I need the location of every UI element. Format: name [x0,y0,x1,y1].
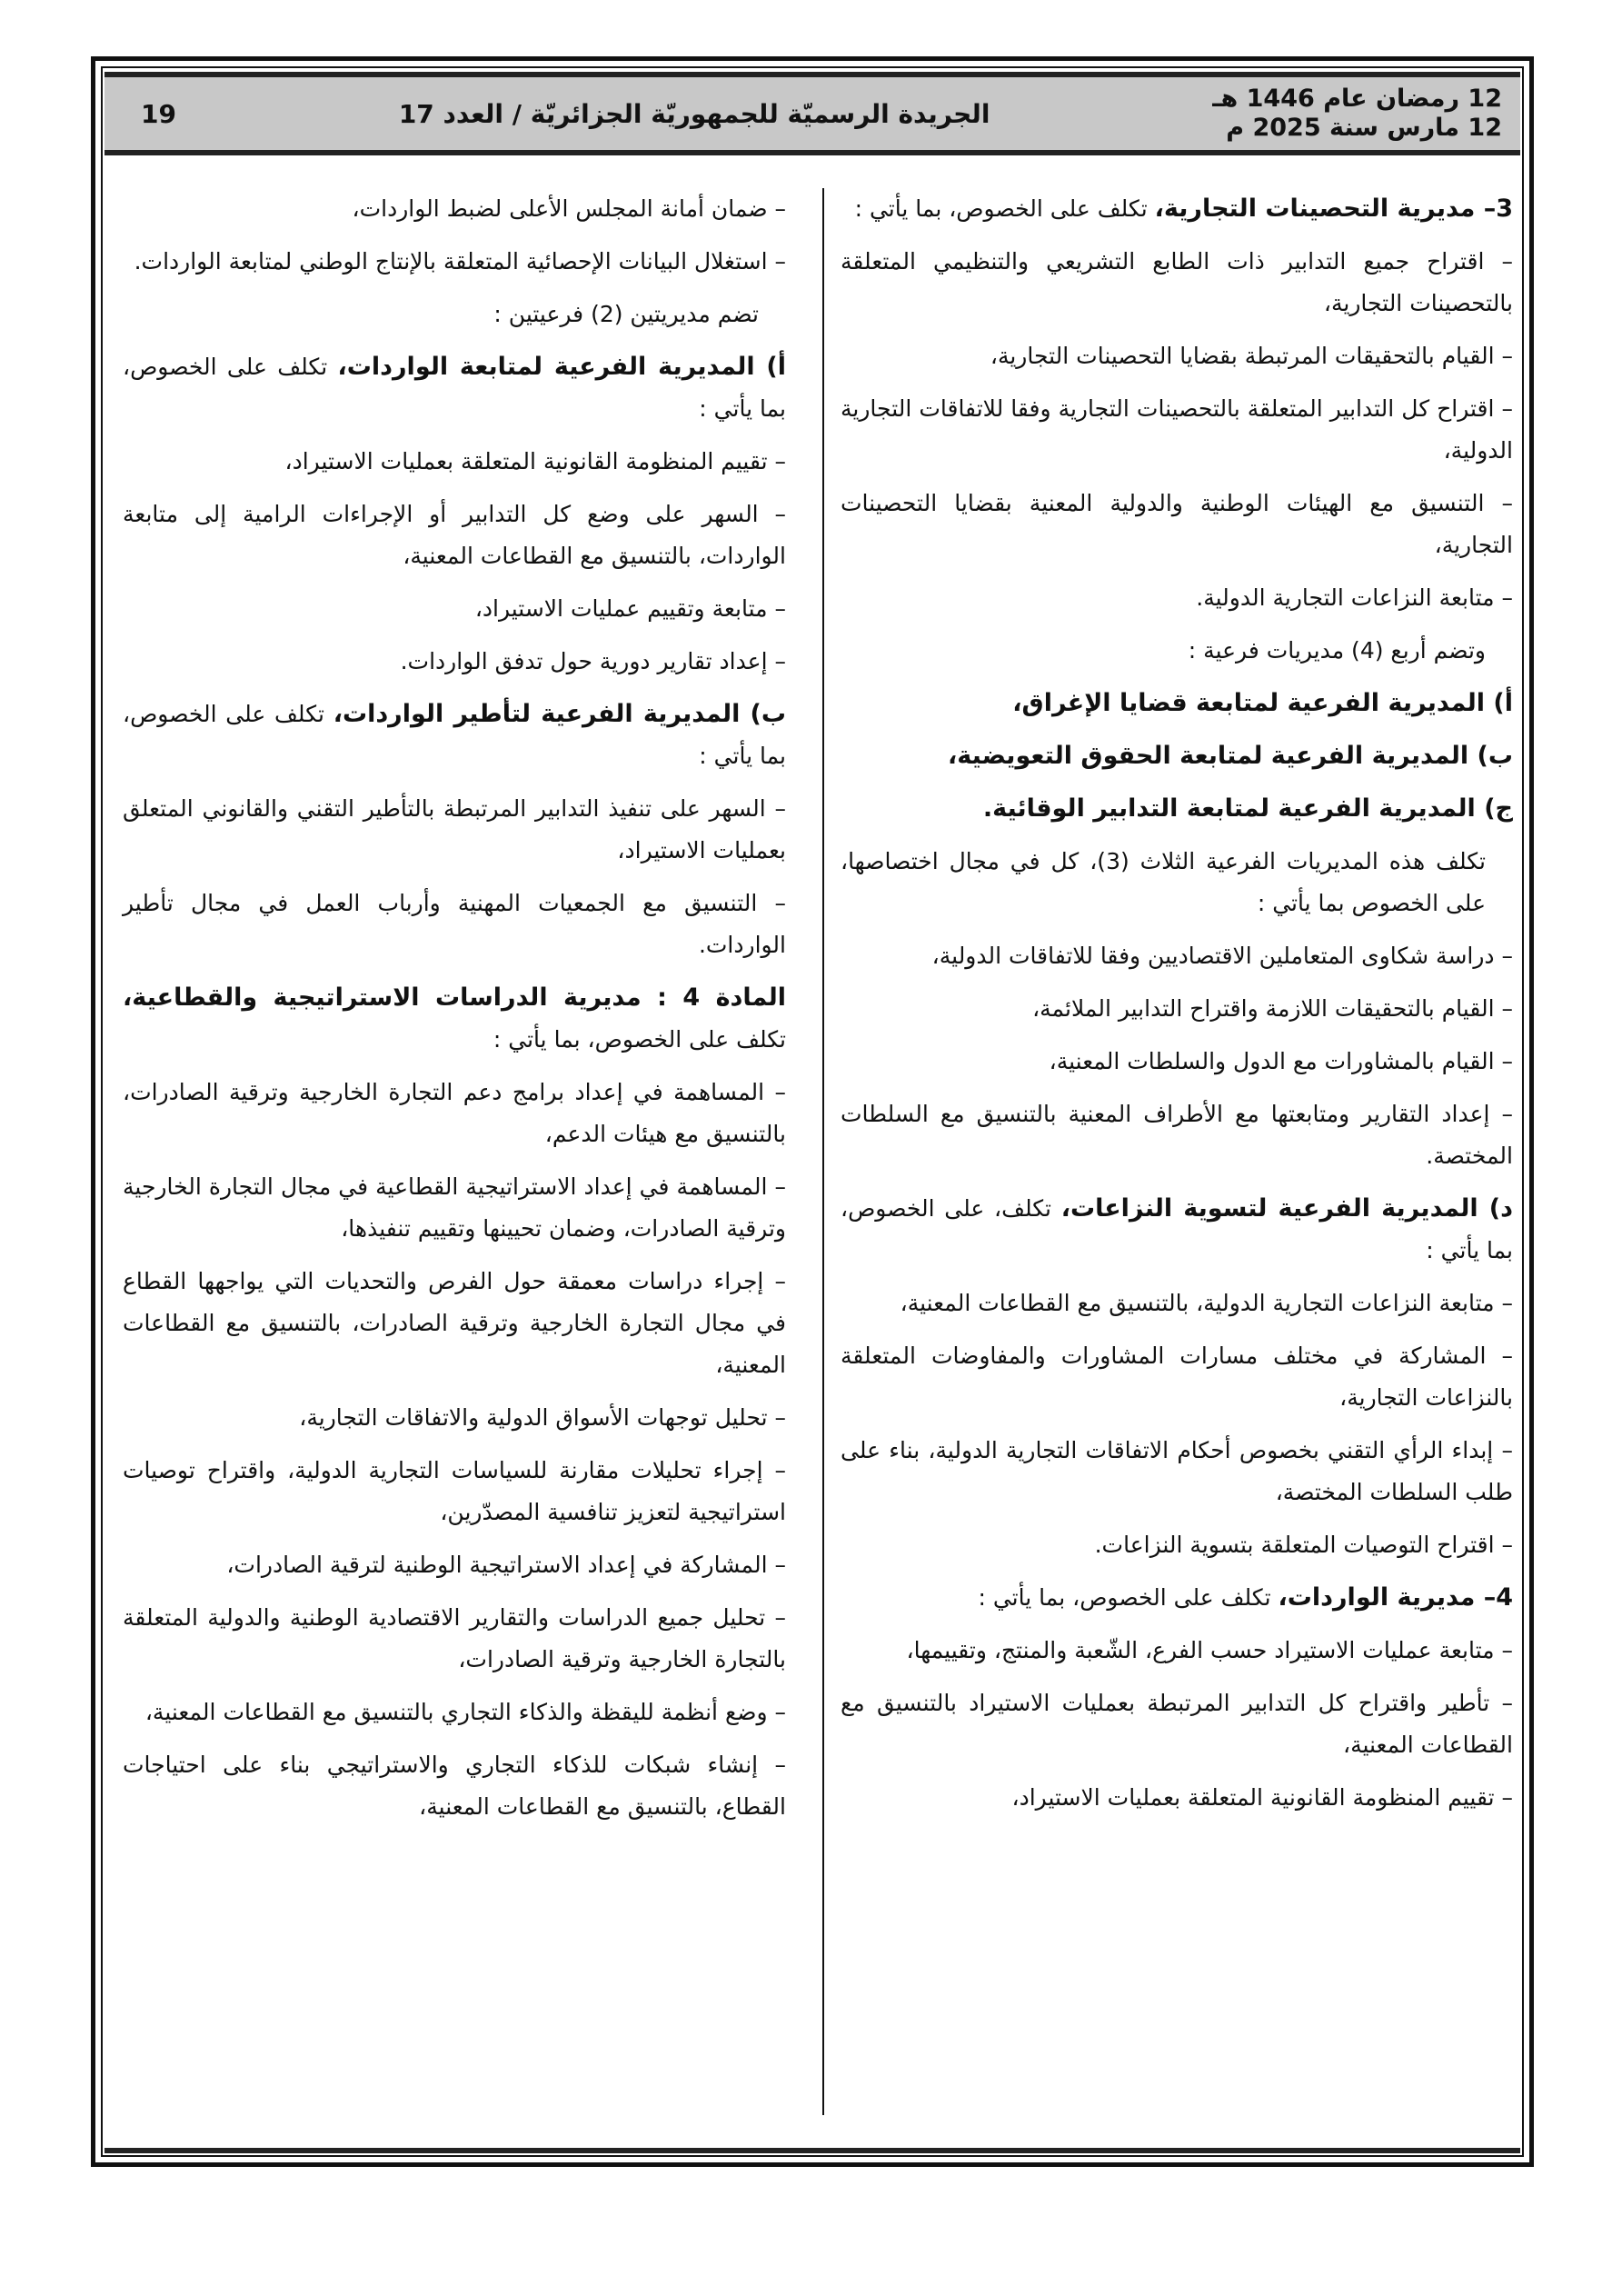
paragraph-text: – دراسة شكاوى المتعاملين الاقتصاديين وفقا للاتفاقات الدولية، [931,943,1513,969]
paragraph [841,1283,1513,1324]
paragraph-text: – إبداء الرأي التقني بخصوص أحكام الاتفاقات التجارية الدولية، بناء على طلب السلطات المختصة، [841,1437,1513,1505]
paragraph [123,241,786,283]
paragraph [841,1630,1513,1672]
paragraph [123,1072,786,1155]
paragraph-text: – التنسيق مع الهيئات الوطنية والدولية المعنية بقضايا التحصينات التجارية، [841,490,1513,558]
paragraph-text: – تقييم المنظومة القانونية المتعلقة بعمليات الاستيراد، [284,448,786,474]
paragraph-text: – متابعة وتقييم عمليات الاستيراد، [474,595,786,622]
paragraph [841,577,1513,619]
paragraph [841,483,1513,566]
hijri-date: 12 رمضان عام 1446 هـ [1212,85,1502,113]
gregorian-date: 12 مارس سنة 2025 م [1226,114,1502,142]
paragraph [123,1397,786,1439]
paragraph-text: – متابعة النزاعات التجارية الدولية، بالتنسيق مع القطاعات المعنية، [900,1290,1513,1316]
paragraph [841,735,1513,777]
paragraph [841,788,1513,830]
paragraph [123,1166,786,1250]
paragraph [123,494,786,577]
paragraph [841,1682,1513,1766]
paragraph-text: – المساهمة في إعداد الاستراتيجية القطاعية في مجال التجارة الخارجية وترقية الصادرات، وضمان تحيينها وتقييم تنفيذها، [123,1173,786,1242]
paragraph [841,1524,1513,1566]
paragraph-text: – وضع أنظمة لليقظة والذكاء التجاري بالتنسيق مع القطاعات المعنية، [144,1699,786,1725]
paragraph-text: – ضمان أمانة المجلس الأعلى لضبط الواردات، [352,195,786,222]
paragraph [123,1692,786,1733]
paragraph [841,935,1513,977]
paragraph-text: – القيام بالمشاورات مع الدول والسلطات المعنية، [1049,1048,1513,1074]
paragraph-text: – المساهمة في إعداد برامج دعم التجارة الخارجية وترقية الصادرات، بالتنسيق مع هيئات الدعم، [123,1079,786,1147]
paragraph-heading: المادة 4 : مديرية الدراسات الاستراتيجية والقطاعية، [123,983,787,1012]
paragraph-heading: 3– مديرية التحصينات التجارية، [1154,195,1513,223]
bottom-rule [104,2148,1520,2153]
paragraph-text: – القيام بالتحقيقات المرتبطة بقضايا التحصينات التجارية، [990,343,1513,369]
paragraph [123,977,786,1061]
paragraph-text: – اقتراح كل التدابير المتعلقة بالتحصينات التجارية وفقا للاتفاقات التجارية الدولية، [841,395,1513,464]
paragraph-text: – تحليل جميع الدراسات والتقارير الاقتصادية الوطنية والدولية المتعلقة بالتجارة الخارجية وترقية الصادرات، [123,1604,786,1672]
paragraph-text: – السهر على وضع كل التدابير أو الإجراءات الرامية إلى متابعة الواردات، بالتنسيق مع القطاعات المعنية، [123,501,786,569]
paragraph-text: تكلف على الخصوص، بما يأتي : [978,1584,1279,1611]
paragraph [841,1335,1513,1419]
paragraph [123,1744,786,1828]
page-frame [91,56,1534,2167]
header-dates [1212,85,1502,143]
paragraph-text: تكلف هذه المديريات الفرعية الثلاث (3)، كل في مجال اختصاصها، على الخصوص بما يأتي : [841,848,1486,916]
left-column [123,188,786,1839]
paragraph-text: – تحليل توجهات الأسواق الدولية والاتفاقات التجارية، [299,1404,786,1431]
paragraph [123,1450,786,1533]
paragraph-heading: ب) المديرية الفرعية لتأطير الواردات، [333,700,786,728]
page-number: 19 [141,98,176,129]
paragraph [123,1544,786,1586]
paragraph-text: – اقتراح جميع التدابير ذات الطابع التشريعي والتنظيمي المتعلقة بالتحصينات التجارية، [841,248,1513,316]
paragraph-heading: د) المديرية الفرعية لتسوية النزاعات، [1060,1194,1513,1223]
paragraph-text: – المشاركة في إعداد الاستراتيجية الوطنية لترقية الصادرات، [226,1552,786,1578]
paragraph-text: تكلف على الخصوص، بما يأتي : [493,1026,786,1053]
right-column [841,188,1513,1830]
column-divider [822,188,824,2115]
paragraph [841,388,1513,472]
paragraph [841,683,1513,724]
paragraph [123,294,786,335]
paragraph-text: تضم مديريتين (2) فرعيتين : [493,301,759,327]
paragraph-text: – إجراء دراسات معمقة حول الفرص والتحديات التي يواجهها القطاع في مجال التجارة الخارجية وترقية الصادرات، بالتنسيق مع القطاعات المعنية، [123,1268,786,1378]
paragraph [123,788,786,872]
paragraph [841,630,1513,672]
paragraph-text: – تأطير واقتراح كل التدابير المرتبطة بعمليات الاستيراد بالتنسيق مع القطاعات المعنية، [841,1690,1513,1758]
paragraph-heading: أ) المديرية الفرعية لمتابعة الواردات، [337,353,786,381]
paragraph-text: – التنسيق مع الجمعيات المهنية وأرباب العمل في مجال تأطير الواردات. [123,890,786,958]
paragraph [123,1261,786,1386]
paragraph [841,1041,1513,1083]
paragraph [123,641,786,683]
paragraph [123,694,786,777]
paragraph [123,441,786,483]
paragraph [123,883,786,966]
paragraph [123,188,786,230]
paragraph-heading: ب) المديرية الفرعية لمتابعة الحقوق التعويضية، [948,742,1513,770]
paragraph [841,1093,1513,1177]
paragraph-heading: ج) المديرية الفرعية لمتابعة التدابير الوقائية. [982,794,1513,823]
paragraph-text: – إعداد التقارير ومتابعتها مع الأطراف المعنية بالتنسيق مع السلطات المختصة. [841,1101,1513,1169]
paragraph [841,1430,1513,1513]
paragraph [123,588,786,630]
paragraph-text: – اقتراح التوصيات المتعلقة بتسوية النزاعات. [1094,1532,1513,1558]
paragraph-text: تكلف، على الخصوص، بما يأتي : [841,1195,1513,1263]
paragraph-text: – متابعة النزاعات التجارية الدولية. [1196,584,1513,611]
paragraph [841,1777,1513,1819]
gazette-header [104,72,1520,155]
paragraph [841,988,1513,1030]
paragraph [123,346,786,430]
paragraph-text: – إنشاء شبكات للذكاء التجاري والاستراتيجي بناء على احتياجات القطاع، بالتنسيق مع القطاعات المعنية، [123,1752,786,1820]
paragraph-text: – إجراء تحليلات مقارنة للسياسات التجارية الدولية، واقتراح توصيات استراتيجية لتعزيز تنافسية المصدّرين، [123,1457,786,1525]
paragraph-heading: أ) المديرية الفرعية لمتابعة قضايا الإغراق، [1012,689,1513,717]
paragraph [841,241,1513,324]
paragraph-text: – استغلال البيانات الإحصائية المتعلقة بالإنتاج الوطني لمتابعة الواردات. [134,248,786,275]
paragraph [841,841,1513,924]
paragraph-text: تكلف على الخصوص، بما يأتي : [854,195,1155,222]
paragraph-text: – القيام بالتحقيقات اللازمة واقتراح التدابير الملائمة، [1032,995,1513,1022]
gazette-title: الجريدة الرسميّة للجمهوريّة الجزائريّة / العدد 17 [398,98,990,129]
paragraph [123,1597,786,1681]
paragraph-text: – المشاركة في مختلف مسارات المشاورات والمفاوضات المتعلقة بالنزاعات التجارية، [841,1343,1513,1411]
paragraph-text: – إعداد تقارير دورية حول تدفق الواردات. [400,648,786,674]
paragraph-text: تكلف على الخصوص، بما يأتي : [123,701,786,769]
paragraph [841,188,1513,230]
paragraph-text: – تقييم المنظومة القانونية المتعلقة بعمليات الاستيراد، [1011,1784,1513,1811]
paragraph [841,1577,1513,1619]
paragraph [841,1188,1513,1272]
paragraph-heading: 4– مديرية الواردات، [1278,1583,1513,1612]
paragraph-text: وتضم أربع (4) مديريات فرعية : [1188,637,1486,664]
paragraph-text: تكلف على الخصوص، بما يأتي : [123,354,786,422]
paragraph-text: – السهر على تنفيذ التدابير المرتبطة بالتأطير التقني والقانوني المتعلق بعمليات الاستيراد، [123,795,786,863]
paragraph-text: – متابعة عمليات الاستيراد حسب الفرع، الشّعبة والمنتج، وتقييمها، [906,1637,1513,1663]
paragraph [841,335,1513,377]
